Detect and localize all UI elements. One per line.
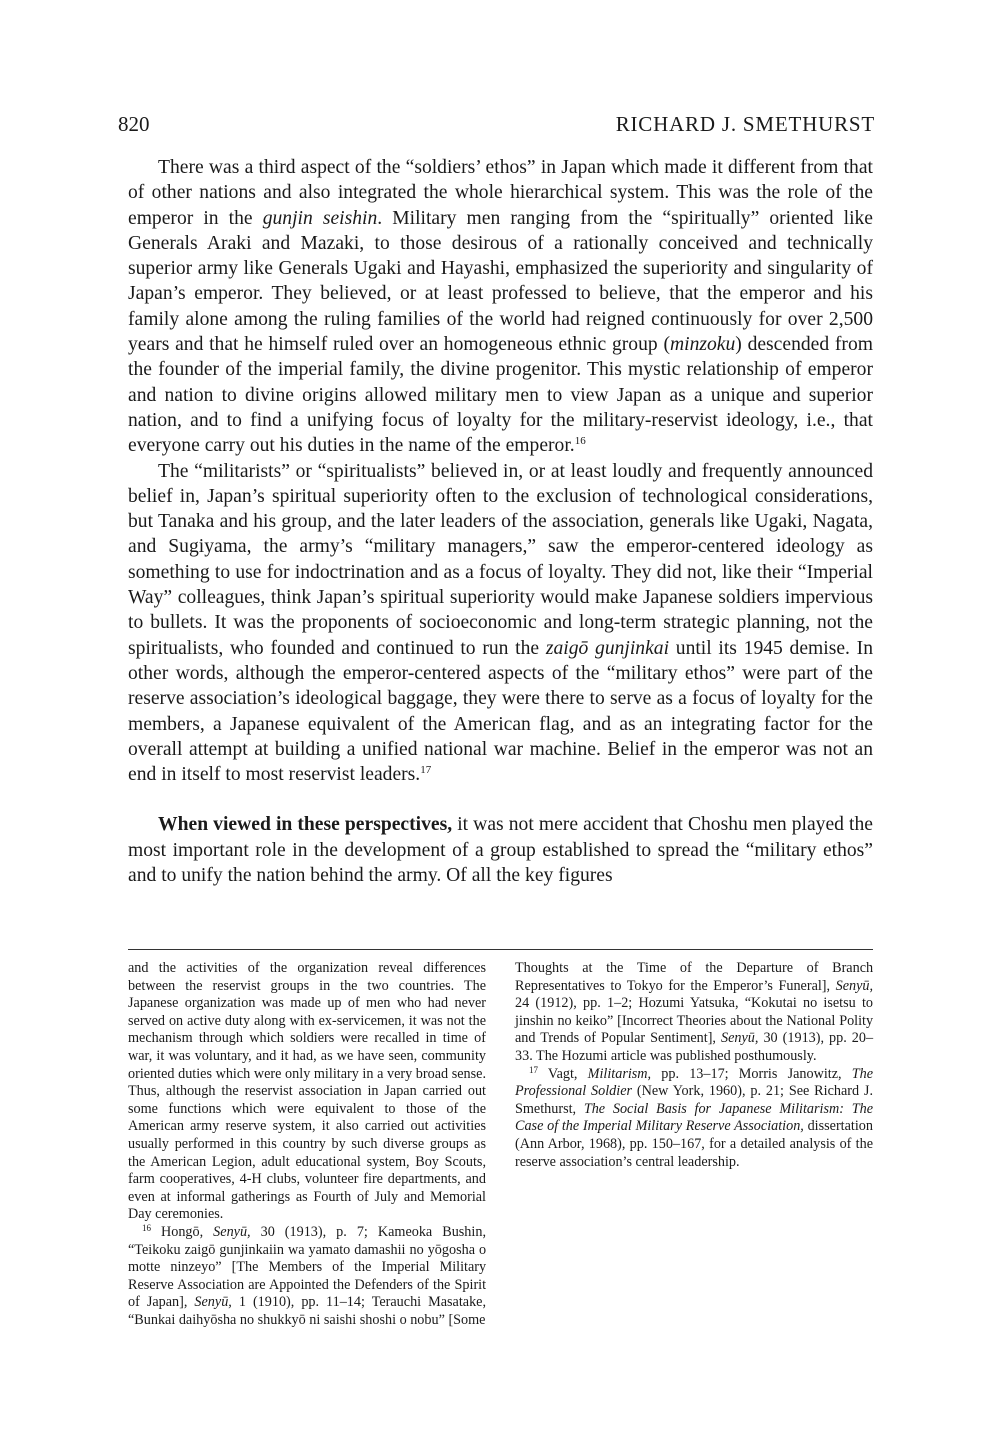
footnotes-column-right [515,960,873,1171]
footnote-17: $^{17}$ Vagt, Militarism, pp. 13–17; Morris Janowitz, The Professional Soldier (New York, 1960), p. 21; See Richard J. Smethurst, The Social Basis for Japanese Militarism: The Case of the Imperial Military Reserve Association, dissertation (Ann Arbor, 1968), pp. 150–167, for a detailed analysis of the reserve association’s central leadership. [515,1064,874,1170]
paragraph-emperor-role: There was a third aspect of the “soldiers’ ethos” in Japan which made it different from that of other nations and also integrated the whole hierarchical system. This was the role of the emperor in the gunjin seishin. Military men ranging from the “spiritually” oriented like Generals Araki and Mazaki, to those desirous of a rationally conceived and technically superior army like Generals Ugaki and Hayashi, emphasized the superiority and singularity of Japan’s emperor. They believed, or at least professed to believe, that the emperor and his family alone among the ruling families of the world had reigned continuously for over 2,500 years and that he himself ruled over an homogeneous ethnic group (minzoku) descended from the founder of the imperial family, the divine progenitor. This mystic relationship of emperor and nation to divine origins allowed military men to view Japan as a unique and superior nation, and to find a unifying focus of loyalty for the military-reservist ideology, i.e., that everyone carry out his duties in the name of the emperor.$^{16}$ [128,157,874,457]
running-head: RICHARD J. SMETHURST [615,112,875,136]
page-number: 820 [118,112,150,136]
paragraph-militarists: The “militarists” or “spiritualists” believed in, or at least loudly and frequently announced belief in, Japan’s spiritual superiority often to the exclusion of technological considerations, but Tanaka and his group, and the later leaders of the association, generals like Ugaki, Nagata, and Sugiyama, the army’s “military managers,” saw the emperor-centered ideology as something to use for indoctrination and as a focus of loyalty. They did not, like their “Imperial Way” colleagues, think Japan’s spiritual superiority would make Japanese soldiers impervious to bullets. It was the proponents of socioeconomic and long-term strategic planning, not the spiritualists, who founded and continued to run the zaigō gunjinkai until its 1945 demise. In other words, although the emperor-centered aspects of the “military ethos” were part of the reserve association’s ideological baggage, they were there to serve as a focus of loyalty for the members, a Japanese equivalent of the American flag, and as an integrating factor for the overall attempt at building a unified national war machine. Belief in the emperor was not an end in itself to most reservist leaders.$^{17}$ [128,460,874,786]
footnote-ref-16[interactable]: 16 [574,435,586,448]
footnote-continuation: and the activities of the organization reveal differences between the reservist groups in the two countries. The Japanese organization was made up of men who had never served on active duty along with ex-servicemen, it was not the mechanism through which soldiers were recalled in time of war, it was voluntary, and it had, as we have seen, community oriented duties which were only military in a very broad sense. Thus, although the reservist association in Japan carried out some functions which were equivalent to those of the American army reserve system, it also carried out activities usually performed in this country by such diverse groups as the American Legion, adult educational system, Boy Scouts, farm cooperatives, 4-H clubs, volunteer fire departments, and even at informal gatherings as Fourth of July and Memorial Day ceremonies. [128,960,486,1223]
body-text [128,155,873,888]
page-header [118,112,875,146]
footnotes [128,960,873,1350]
term-gunjin-seishin: gunjin seishin [262,207,378,229]
paragraph-choshu: When viewed in these perspectives, it was not mere accident that Choshu men played the most important role in the development of a group established to spread the “military ethos” and to unify the nation behind the army. Of all the key figures [128,814,873,887]
term-minzoku: minzoku [669,334,736,356]
term-zaigo-gunjinkai: zaigō gunjinkai [545,637,670,659]
footnote-divider [128,949,873,950]
footnote-16: $^{16}$ Hongō, Senyū, 30 (1913), p. 7; Kameoka Bushin, “Teikoku zaigō gunjinkaiin wa yamato damashii no yōgosha o motte ninzeyo” [The Members of the Imperial Military Reserve Association are Appointed the Defenders of the Spirit of Japan], Senyū, 1 (1910), pp. 11–14; Terauchi Masatake, “Bunkai daihyōsha no shukkyō ni saishi shoshi o nobu” [Some [128,1222,487,1328]
footnotes-column-left [128,960,486,1329]
section-lead-in: When viewed in these perspectives, [158,814,453,836]
footnote-ref-17[interactable]: 17 [420,764,432,777]
footnote-16-continued: Thoughts at the Time of the Departure of Branch Representatives to Tokyo for the Emperor’s Funeral], Senyū, 24 (1912), pp. 1–2; Hozumi Yatsuka, “Kokutai no isetsu to jinshin no keiko” [Incorrect Theories about the National Polity and Trends of Popular Sentiment], Senyū, 30 (1913), pp. 20–33. The Hozumi article was published posthumously. [515,960,874,1064]
